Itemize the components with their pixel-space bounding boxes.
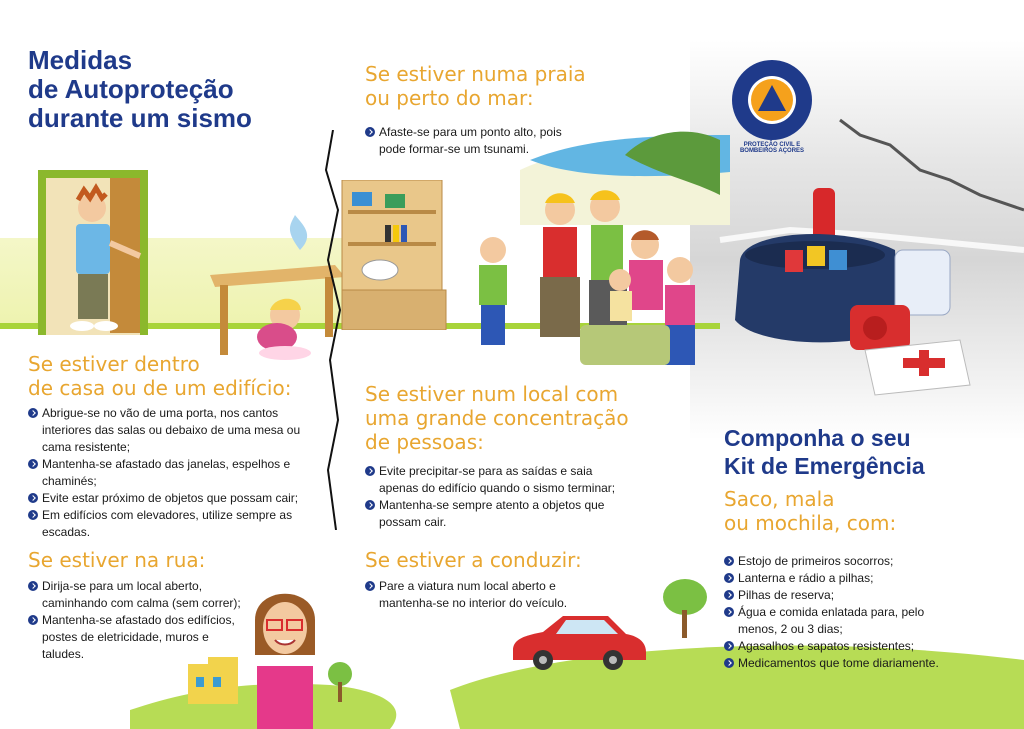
arrow-bullet-icon xyxy=(724,590,734,600)
tree-illustration xyxy=(660,575,710,640)
arrow-bullet-icon xyxy=(28,408,38,418)
street-list xyxy=(28,578,243,663)
kit-subheading-line1: Saco, mala xyxy=(724,487,835,511)
family-illustration xyxy=(455,185,715,385)
list-item: Abrigue-se no vão de uma porta, nos cantos interiores das salas ou debaixo de uma mesa ou cama resistente; xyxy=(28,405,308,456)
emergency-kit-illustration xyxy=(725,180,975,400)
arrow-bullet-icon xyxy=(724,658,734,668)
arrow-bullet-icon xyxy=(28,510,38,520)
arrow-bullet-icon xyxy=(724,556,734,566)
home-heading-line2: de casa ou de um edifício: xyxy=(28,376,292,400)
kit-list xyxy=(724,553,964,672)
civil-protection-logo xyxy=(730,58,814,142)
list-item: Mantenha-se sempre atento a objetos que possam cair. xyxy=(365,497,620,531)
list-item: Medicamentos que tome diariamente. xyxy=(724,655,964,672)
arrow-bullet-icon xyxy=(28,493,38,503)
crowd-heading xyxy=(365,382,665,454)
arrow-bullet-icon xyxy=(724,573,734,583)
arrow-bullet-icon xyxy=(724,641,734,651)
door-scene-illustration xyxy=(10,168,160,340)
home-heading-line1: Se estiver dentro xyxy=(28,352,200,376)
kit-title xyxy=(724,424,1014,480)
main-title-line2: de Autoproteção xyxy=(28,74,234,104)
driving-heading: Se estiver a conduzir: xyxy=(365,548,582,572)
arrow-bullet-icon xyxy=(365,500,375,510)
crowd-heading-line1: Se estiver num local com xyxy=(365,382,619,406)
beach-heading xyxy=(365,62,605,110)
kit-subheading xyxy=(724,487,974,535)
main-title-line1: Medidas xyxy=(28,45,133,75)
street-heading: Se estiver na rua: xyxy=(28,548,206,572)
arrow-bullet-icon xyxy=(724,607,734,617)
kit-title-line2: Kit de Emergência xyxy=(724,453,925,479)
list-item: Em edifícios com elevadores, utilize sempre as escadas. xyxy=(28,507,308,541)
car-illustration xyxy=(508,610,648,672)
shelf-illustration xyxy=(340,180,450,330)
arrow-bullet-icon xyxy=(28,459,38,469)
arrow-bullet-icon xyxy=(365,581,375,591)
crowd-heading-line2: uma grande concentração xyxy=(365,406,629,430)
list-item: Pilhas de reserva; xyxy=(724,587,964,604)
arrow-bullet-icon xyxy=(365,466,375,476)
crowd-heading-line3: de pessoas: xyxy=(365,430,484,454)
list-item: Pare a viatura num local aberto e mantenha-se no interior do veículo. xyxy=(365,578,580,612)
list-item: Água e comida enlatada para, pelo menos, 2 ou 3 dias; xyxy=(724,604,964,638)
beach-heading-line1: Se estiver numa praia xyxy=(365,62,586,86)
list-item: Evite estar próximo de objetos que possam cair; xyxy=(28,490,308,507)
list-item: Estojo de primeiros socorros; xyxy=(724,553,964,570)
crowd-list xyxy=(365,463,620,531)
kit-title-line1: Componha o seu xyxy=(724,425,911,451)
main-title xyxy=(28,46,308,133)
arrow-bullet-icon xyxy=(365,127,375,137)
beach-heading-line2: ou perto do mar: xyxy=(365,86,534,110)
list-item: Mantenha-se afastado dos edifícios, postes de eletricidade, muros e taludes. xyxy=(28,612,243,663)
main-title-line3: durante um sismo xyxy=(28,103,252,133)
home-list xyxy=(28,405,308,541)
list-item: Evite precipitar-se para as saídas e saia apenas do edifício quando o sismo terminar; xyxy=(365,463,620,497)
list-item: Lanterna e rádio a pilhas; xyxy=(724,570,964,587)
girl-illustration xyxy=(245,580,325,729)
logo-text: PROTEÇÃO CIVIL E BOMBEIROS AÇORES xyxy=(739,142,805,154)
arrow-bullet-icon xyxy=(28,581,38,591)
list-item: Mantenha-se afastado das janelas, espelhos e chaminés; xyxy=(28,456,308,490)
list-item: Dirija-se para um local aberto, caminhando com calma (sem correr); xyxy=(28,578,243,612)
list-item: Agasalhos e sapatos resistentes; xyxy=(724,638,964,655)
driving-list xyxy=(365,578,580,612)
beach-list xyxy=(365,124,565,158)
home-heading xyxy=(28,352,328,400)
arrow-bullet-icon xyxy=(28,615,38,625)
kit-subheading-line2: ou mochila, com: xyxy=(724,511,897,535)
list-item: Afaste-se para um ponto alto, pois pode formar-se um tsunami. xyxy=(365,124,565,158)
